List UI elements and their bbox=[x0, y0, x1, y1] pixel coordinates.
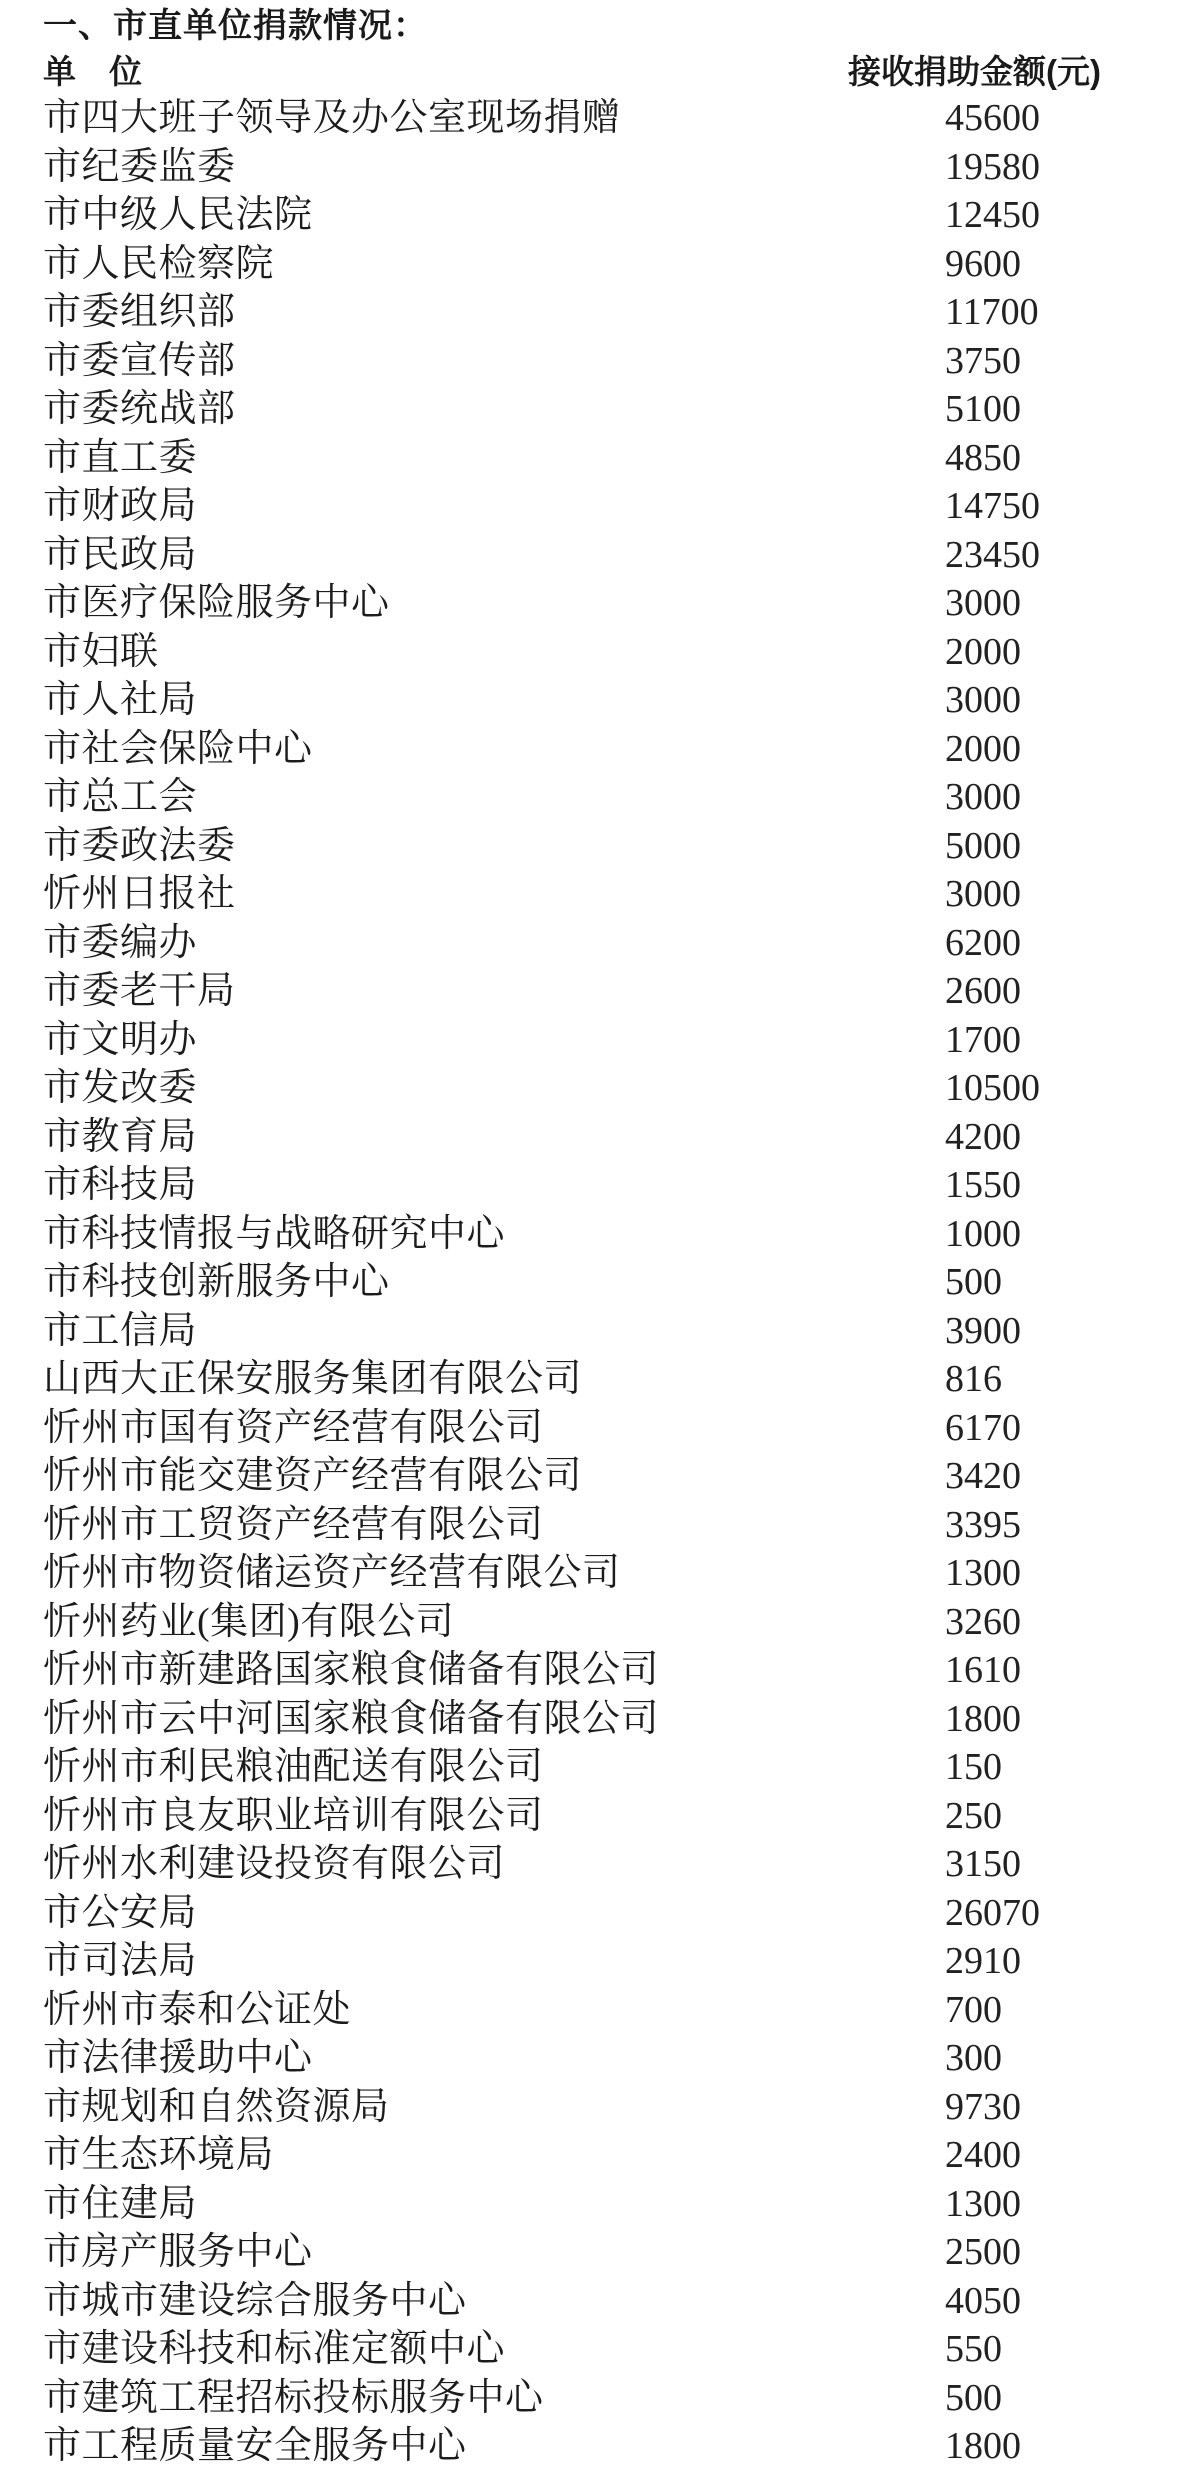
donation-amount: 3150 bbox=[945, 1843, 1021, 1885]
table-row bbox=[0, 676, 1204, 725]
donation-amount: 250 bbox=[945, 1794, 1002, 1837]
donation-amount: 300 bbox=[945, 2037, 1002, 2079]
donation-amount: 1700 bbox=[945, 1018, 1021, 1061]
donation-amount: 3750 bbox=[945, 339, 1021, 382]
unit-name: 市教育局 bbox=[43, 1115, 198, 1158]
donation-amount: 14750 bbox=[945, 485, 1040, 527]
table-row bbox=[0, 1016, 1204, 1065]
table-row bbox=[0, 2083, 1204, 2132]
unit-name: 市委老干局 bbox=[43, 970, 236, 1012]
donation-amount: 9600 bbox=[945, 242, 1021, 285]
donation-amount: 700 bbox=[945, 1988, 1002, 2031]
unit-name: 忻州市国有资产经营有限公司 bbox=[43, 1406, 544, 1449]
table-row bbox=[0, 919, 1204, 968]
unit-name: 市妇联 bbox=[43, 630, 159, 673]
unit-name: 市建筑工程招标投标服务中心 bbox=[43, 2376, 544, 2419]
table-row bbox=[0, 1064, 1204, 1113]
donation-amount: 6170 bbox=[945, 1406, 1021, 1449]
donation-amount: 1300 bbox=[945, 2182, 1021, 2225]
unit-name: 市民政局 bbox=[43, 533, 198, 576]
donation-amount: 19580 bbox=[945, 145, 1040, 188]
table-row bbox=[0, 2422, 1204, 2471]
unit-name: 市文明办 bbox=[43, 1018, 198, 1061]
unit-name: 市委编办 bbox=[43, 921, 198, 964]
unit-name: 市科技情报与战略研究中心 bbox=[43, 1212, 506, 1255]
table-row bbox=[0, 143, 1204, 192]
table-row bbox=[0, 1598, 1204, 1647]
table-row bbox=[0, 1743, 1204, 1792]
table-row bbox=[0, 191, 1204, 240]
donation-amount: 1550 bbox=[945, 1164, 1021, 1206]
donation-amount: 3900 bbox=[945, 1309, 1021, 1352]
donation-amount: 2400 bbox=[945, 2134, 1021, 2176]
table-row bbox=[0, 1792, 1204, 1841]
donation-table-body bbox=[0, 94, 1204, 2471]
unit-name: 市发改委 bbox=[43, 1067, 198, 1109]
unit-name: 忻州市能交建资产经营有限公司 bbox=[43, 1455, 583, 1497]
unit-name: 市总工会 bbox=[43, 776, 198, 818]
unit-name: 市公安局 bbox=[43, 1891, 198, 1934]
donation-amount: 45600 bbox=[945, 97, 1040, 139]
unit-name: 忻州日报社 bbox=[43, 873, 236, 915]
donation-amount: 550 bbox=[945, 2328, 1002, 2370]
table-row bbox=[0, 337, 1204, 386]
table-row bbox=[0, 1840, 1204, 1889]
table-row bbox=[0, 1161, 1204, 1210]
unit-name: 市城市建设综合服务中心 bbox=[43, 2279, 467, 2322]
table-row bbox=[0, 1501, 1204, 1550]
unit-name: 市四大班子领导及办公室现场捐赠 bbox=[43, 97, 621, 139]
table-row bbox=[0, 1549, 1204, 1598]
unit-name: 市科技局 bbox=[43, 1164, 198, 1206]
donation-amount: 4200 bbox=[945, 1115, 1021, 1158]
donation-amount: 2910 bbox=[945, 1940, 1021, 1982]
unit-name: 市纪委监委 bbox=[43, 145, 236, 188]
table-row bbox=[0, 822, 1204, 871]
unit-name: 忻州市良友职业培训有限公司 bbox=[43, 1794, 544, 1837]
donation-amount: 816 bbox=[945, 1358, 1002, 1400]
unit-name: 山西大正保安服务集团有限公司 bbox=[43, 1358, 583, 1400]
unit-name: 市工程质量安全服务中心 bbox=[43, 2425, 467, 2467]
donation-amount: 2000 bbox=[945, 727, 1021, 770]
unit-name: 市委宣传部 bbox=[43, 339, 236, 382]
donation-amount: 9730 bbox=[945, 2085, 1021, 2128]
unit-name: 市人民检察院 bbox=[43, 242, 275, 285]
table-row bbox=[0, 1937, 1204, 1986]
donation-amount: 2000 bbox=[945, 630, 1021, 673]
unit-column-header: 单 位 bbox=[43, 53, 142, 90]
unit-name: 忻州市泰和公证处 bbox=[43, 1988, 352, 2031]
table-row bbox=[0, 1452, 1204, 1501]
donation-amount: 1800 bbox=[945, 1697, 1021, 1740]
donation-amount: 3000 bbox=[945, 873, 1021, 915]
unit-name: 市住建局 bbox=[43, 2182, 198, 2225]
donation-amount: 11700 bbox=[945, 291, 1039, 333]
unit-name: 市直工委 bbox=[43, 436, 198, 479]
table-row bbox=[0, 870, 1204, 919]
donation-amount: 1610 bbox=[945, 1649, 1021, 1691]
donation-amount: 12450 bbox=[945, 194, 1040, 236]
table-row bbox=[0, 2131, 1204, 2180]
table-row bbox=[0, 94, 1204, 143]
donation-amount: 3000 bbox=[945, 776, 1021, 818]
unit-name: 市社会保险中心 bbox=[43, 727, 313, 770]
donation-amount: 23450 bbox=[945, 533, 1040, 576]
donation-amount: 2600 bbox=[945, 970, 1021, 1012]
donation-amount: 3420 bbox=[945, 1455, 1021, 1497]
unit-name: 市规划和自然资源局 bbox=[43, 2085, 390, 2128]
donation-amount: 6200 bbox=[945, 921, 1021, 964]
unit-name: 市委政法委 bbox=[43, 824, 236, 867]
unit-name: 忻州水利建设投资有限公司 bbox=[43, 1843, 506, 1885]
donation-amount: 500 bbox=[945, 2376, 1002, 2419]
table-row bbox=[0, 1210, 1204, 1259]
unit-name: 市法律援助中心 bbox=[43, 2037, 313, 2079]
table-row bbox=[0, 1307, 1204, 1356]
section-title: 一、市直单位捐款情况： bbox=[43, 7, 428, 45]
unit-name: 市建设科技和标准定额中心 bbox=[43, 2328, 506, 2370]
table-row bbox=[0, 2180, 1204, 2229]
table-row bbox=[0, 1355, 1204, 1404]
unit-name: 市科技创新服务中心 bbox=[43, 1261, 390, 1303]
unit-name: 市财政局 bbox=[43, 485, 198, 527]
donation-amount: 1800 bbox=[945, 2425, 1021, 2467]
unit-name: 市医疗保险服务中心 bbox=[43, 582, 390, 624]
unit-name: 忻州市工贸资产经营有限公司 bbox=[43, 1503, 544, 1546]
donation-amount: 500 bbox=[945, 1261, 1002, 1303]
donation-amount: 3395 bbox=[945, 1503, 1021, 1546]
table-row bbox=[0, 2325, 1204, 2374]
unit-name: 市人社局 bbox=[43, 679, 198, 721]
unit-name: 忻州药业(集团)有限公司 bbox=[43, 1600, 455, 1643]
unit-name: 忻州市物资储运资产经营有限公司 bbox=[43, 1552, 621, 1594]
donation-amount: 4050 bbox=[945, 2279, 1021, 2322]
unit-name: 忻州市利民粮油配送有限公司 bbox=[43, 1746, 544, 1788]
table-row bbox=[0, 1695, 1204, 1744]
table-row bbox=[0, 1646, 1204, 1695]
table-row bbox=[0, 385, 1204, 434]
unit-name: 市委统战部 bbox=[43, 388, 236, 430]
table-row bbox=[0, 2228, 1204, 2277]
table-row bbox=[0, 288, 1204, 337]
table-row bbox=[0, 240, 1204, 289]
unit-name: 市工信局 bbox=[43, 1309, 198, 1352]
table-row bbox=[0, 773, 1204, 822]
donation-amount: 2500 bbox=[945, 2231, 1021, 2273]
unit-name: 市司法局 bbox=[43, 1940, 198, 1982]
donation-amount: 3000 bbox=[945, 679, 1021, 721]
donation-amount: 150 bbox=[945, 1746, 1002, 1788]
table-row bbox=[0, 434, 1204, 483]
donation-amount: 1300 bbox=[945, 1552, 1021, 1594]
donation-amount: 3260 bbox=[945, 1600, 1021, 1643]
table-row bbox=[0, 1113, 1204, 1162]
unit-name: 市委组织部 bbox=[43, 291, 236, 333]
table-row bbox=[0, 2034, 1204, 2083]
table-row bbox=[0, 2277, 1204, 2326]
unit-name: 忻州市云中河国家粮食储备有限公司 bbox=[43, 1697, 660, 1740]
donation-amount: 1000 bbox=[945, 1212, 1021, 1255]
table-row bbox=[0, 1404, 1204, 1453]
table-row bbox=[0, 531, 1204, 580]
table-row bbox=[0, 2374, 1204, 2423]
donation-amount: 5100 bbox=[945, 388, 1021, 430]
table-row bbox=[0, 967, 1204, 1016]
table-header bbox=[0, 52, 1204, 92]
unit-name: 市生态环境局 bbox=[43, 2134, 275, 2176]
table-row bbox=[0, 482, 1204, 531]
table-row bbox=[0, 628, 1204, 677]
unit-name: 忻州市新建路国家粮食储备有限公司 bbox=[43, 1649, 660, 1691]
donation-amount: 3000 bbox=[945, 582, 1021, 624]
donation-amount: 4850 bbox=[945, 436, 1021, 479]
donation-amount: 5000 bbox=[945, 824, 1021, 867]
unit-name: 市房产服务中心 bbox=[43, 2231, 313, 2273]
table-row bbox=[0, 1889, 1204, 1938]
donation-amount: 10500 bbox=[945, 1067, 1040, 1109]
table-row bbox=[0, 725, 1204, 774]
table-row bbox=[0, 579, 1204, 628]
amount-column-header: 接收捐助金额(元) bbox=[848, 53, 1101, 90]
table-row bbox=[0, 1986, 1204, 2035]
table-row bbox=[0, 1258, 1204, 1307]
unit-name: 市中级人民法院 bbox=[43, 194, 313, 236]
donation-amount: 26070 bbox=[945, 1891, 1040, 1934]
